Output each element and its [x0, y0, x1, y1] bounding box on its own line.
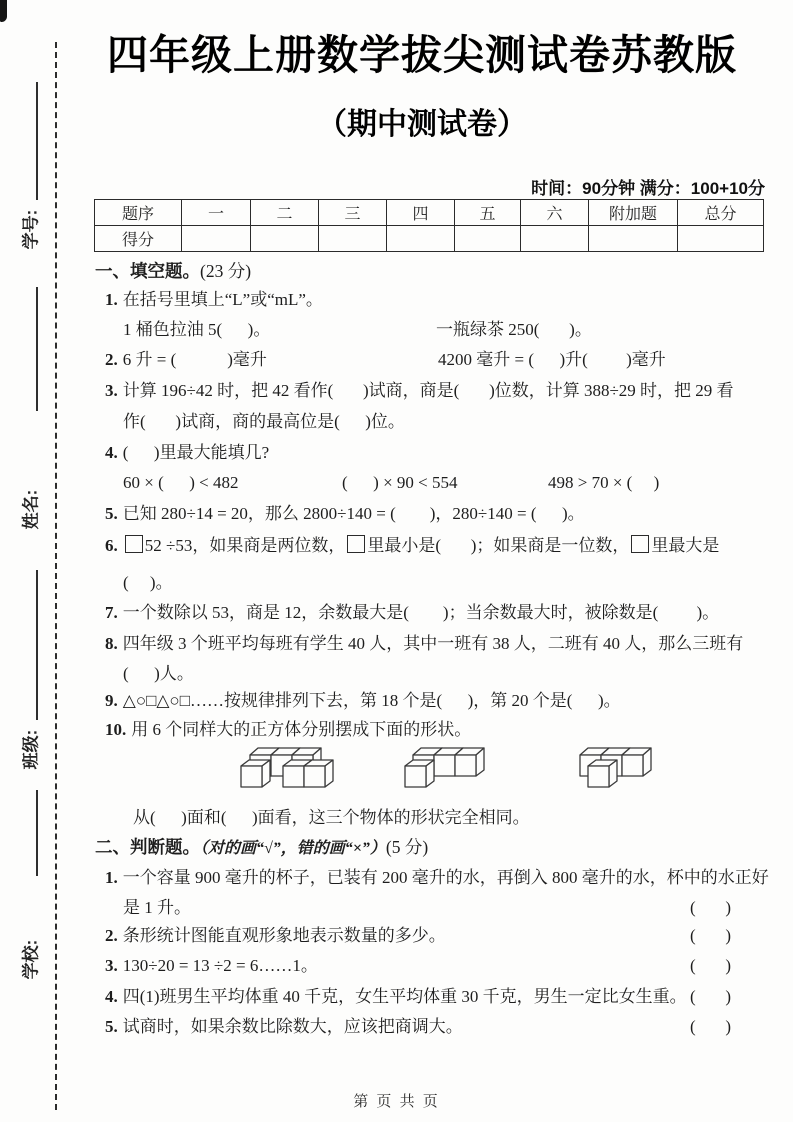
- judge-q2: 2. 条形统计图能直观形象地表示数量的多少。: [105, 926, 446, 945]
- fill-q8-wrap: ( )人。: [123, 664, 194, 683]
- judge-q5: 5. 试商时，如果余数比除数大，应该把商调大。: [105, 1017, 463, 1036]
- score-table: [94, 199, 764, 252]
- section-1-heading: [95, 260, 251, 282]
- fill-q7: 7. 一个数除以 53，商是 12，余数最大是( )；当余数最大时，被除数是( )。: [105, 603, 720, 622]
- fill-q1: 1. 在括号里填上“L”或“mL”。: [105, 290, 323, 309]
- score-blank-cell: [678, 226, 764, 252]
- page-number-footer: 第 页 共 页: [353, 1093, 440, 1110]
- blank-box-icon: [125, 535, 143, 553]
- judge-q4-answer-paren: ( ): [690, 987, 732, 1006]
- fill-q2: 2. 6 升 = ( )毫升: [105, 350, 267, 369]
- section-2-heading: [95, 836, 428, 860]
- cube: [304, 760, 333, 787]
- fill-q8: 8. 四年级 3 个班平均每班有学生 40 人，其中一班有 38 人，二班有 40 人，那么三班有: [105, 634, 744, 653]
- fill-q1-item-left: 1 桶色拉油 5( )。: [123, 320, 271, 339]
- blank-box-icon: [347, 535, 365, 553]
- name-label: 姓名:: [21, 489, 41, 530]
- score-blank-cell: [589, 226, 678, 252]
- student-id-label: 学号:: [21, 209, 41, 250]
- scan-artifact: [0, 0, 7, 22]
- score-header-cell: 附加题: [589, 200, 678, 226]
- judge-q3-answer-paren: ( ): [690, 956, 732, 975]
- fill-q6: 6. 52 ÷53，如果商是两位数， 里最小是( )；如果商是一位数， 里最大是: [105, 536, 720, 555]
- score-blank-cell: [319, 226, 387, 252]
- section-2-title: 二、判断题。: [95, 837, 200, 857]
- name-write-line: [36, 287, 38, 411]
- judge-q1: 1. 一个容量 900 毫升的杯子，已装有 200 毫升的水，再倒入 800 毫升的水，杯中的水正好: [105, 868, 769, 887]
- exam-subtitle: （期中测试卷）: [317, 108, 527, 141]
- score-blank-cell: [387, 226, 455, 252]
- judge-q5-answer-paren: ( ): [690, 1017, 732, 1036]
- score-header-cell: 二: [251, 200, 319, 226]
- fill-q10: 10. 用 6 个同样大的正方体分别摆成下面的形状。: [105, 720, 472, 739]
- class-label: 班级:: [21, 729, 41, 770]
- score-table-header-row: [95, 200, 764, 226]
- section-2-points: (5 分): [385, 837, 429, 857]
- cube: [622, 748, 651, 776]
- fill-q3: 3. 计算 196÷42 时，把 42 看作( )试商，商是( )位数，计算 388÷29 时，把 29 看: [105, 381, 734, 400]
- fill-q4: 4. ( )里最大能填几?: [105, 443, 270, 462]
- fill-q4-col3: 498 > 70 × ( ): [548, 473, 660, 492]
- school-label: 学校:: [21, 939, 41, 980]
- fill-q6-wrap: ( )。: [123, 573, 173, 592]
- class-write-line: [36, 570, 38, 720]
- judge-q3: 3. 130÷20 = 13 ÷2 = 6……1。: [105, 956, 318, 975]
- judge-q4: 4. 四(1)班男生平均体重 40 千克，女生平均体重 30 千克，男生一定比女生重。: [105, 987, 687, 1006]
- judge-q2-answer-paren: ( ): [690, 926, 732, 945]
- judge-q1-wrap: 是 1 升。: [123, 898, 191, 917]
- fill-q9: 9. △○□△○□……按规律排列下去，第 18 个是( )，第 20 个是( )。: [105, 691, 621, 710]
- cube: [588, 760, 617, 787]
- school-write-line: [36, 790, 38, 876]
- score-header-cell: 六: [521, 200, 589, 226]
- cube: [241, 760, 270, 787]
- score-header-cell: 五: [455, 200, 521, 226]
- score-blank-cell: [182, 226, 251, 252]
- section-2-note: （对的画“√”，错的画“×”）: [200, 840, 386, 857]
- cube-figure-2: [403, 741, 495, 804]
- score-header-cell: 一: [182, 200, 251, 226]
- score-header-cell: 三: [319, 200, 387, 226]
- page-title: 四年级上册数学拔尖测试卷苏教版: [107, 32, 737, 78]
- fill-q1-item-right: 一瓶绿茶 250( )。: [436, 320, 592, 339]
- student-id-write-line: [36, 82, 38, 200]
- fill-q4-col2: ( ) × 90 < 554: [342, 473, 458, 492]
- cube: [405, 760, 434, 787]
- cube-figure-3: [572, 741, 657, 804]
- score-header-cell: 四: [387, 200, 455, 226]
- fill-q2-right: 4200 毫升 = ( )升( )毫升: [438, 350, 666, 369]
- score-blank-cell: [455, 226, 521, 252]
- section-1-points: (23 分): [200, 261, 252, 281]
- score-blank-cell: [521, 226, 589, 252]
- score-header-cell: 总分: [678, 200, 764, 226]
- fill-q10-caption: 从( )面和( )面看，这三个物体的形状完全相同。: [133, 808, 530, 827]
- fill-q4-col1: 60 × ( ) < 482: [123, 473, 239, 492]
- score-blank-cell: [251, 226, 319, 252]
- cube: [455, 748, 484, 776]
- score-table-score-row: [95, 226, 764, 252]
- section-1-title: 一、填空题。: [95, 261, 200, 281]
- fill-q3-wrap: 作( )试商，商的最高位是( )位。: [123, 412, 405, 431]
- time-score-meta: 时间：90分钟 满分：100+10分: [531, 179, 765, 198]
- judge-q1-answer-paren: ( ): [690, 898, 732, 917]
- score-row-label: 得分: [95, 226, 182, 252]
- cube-figure-1: [240, 741, 335, 804]
- fill-q5: 5. 已知 280÷14 = 20，那么 2800÷140 = ( )，280÷140 = ( )。: [105, 504, 585, 523]
- score-header-cell: 题序: [95, 200, 182, 226]
- fold-dashed-line: [55, 42, 57, 1110]
- blank-box-icon: [631, 535, 649, 553]
